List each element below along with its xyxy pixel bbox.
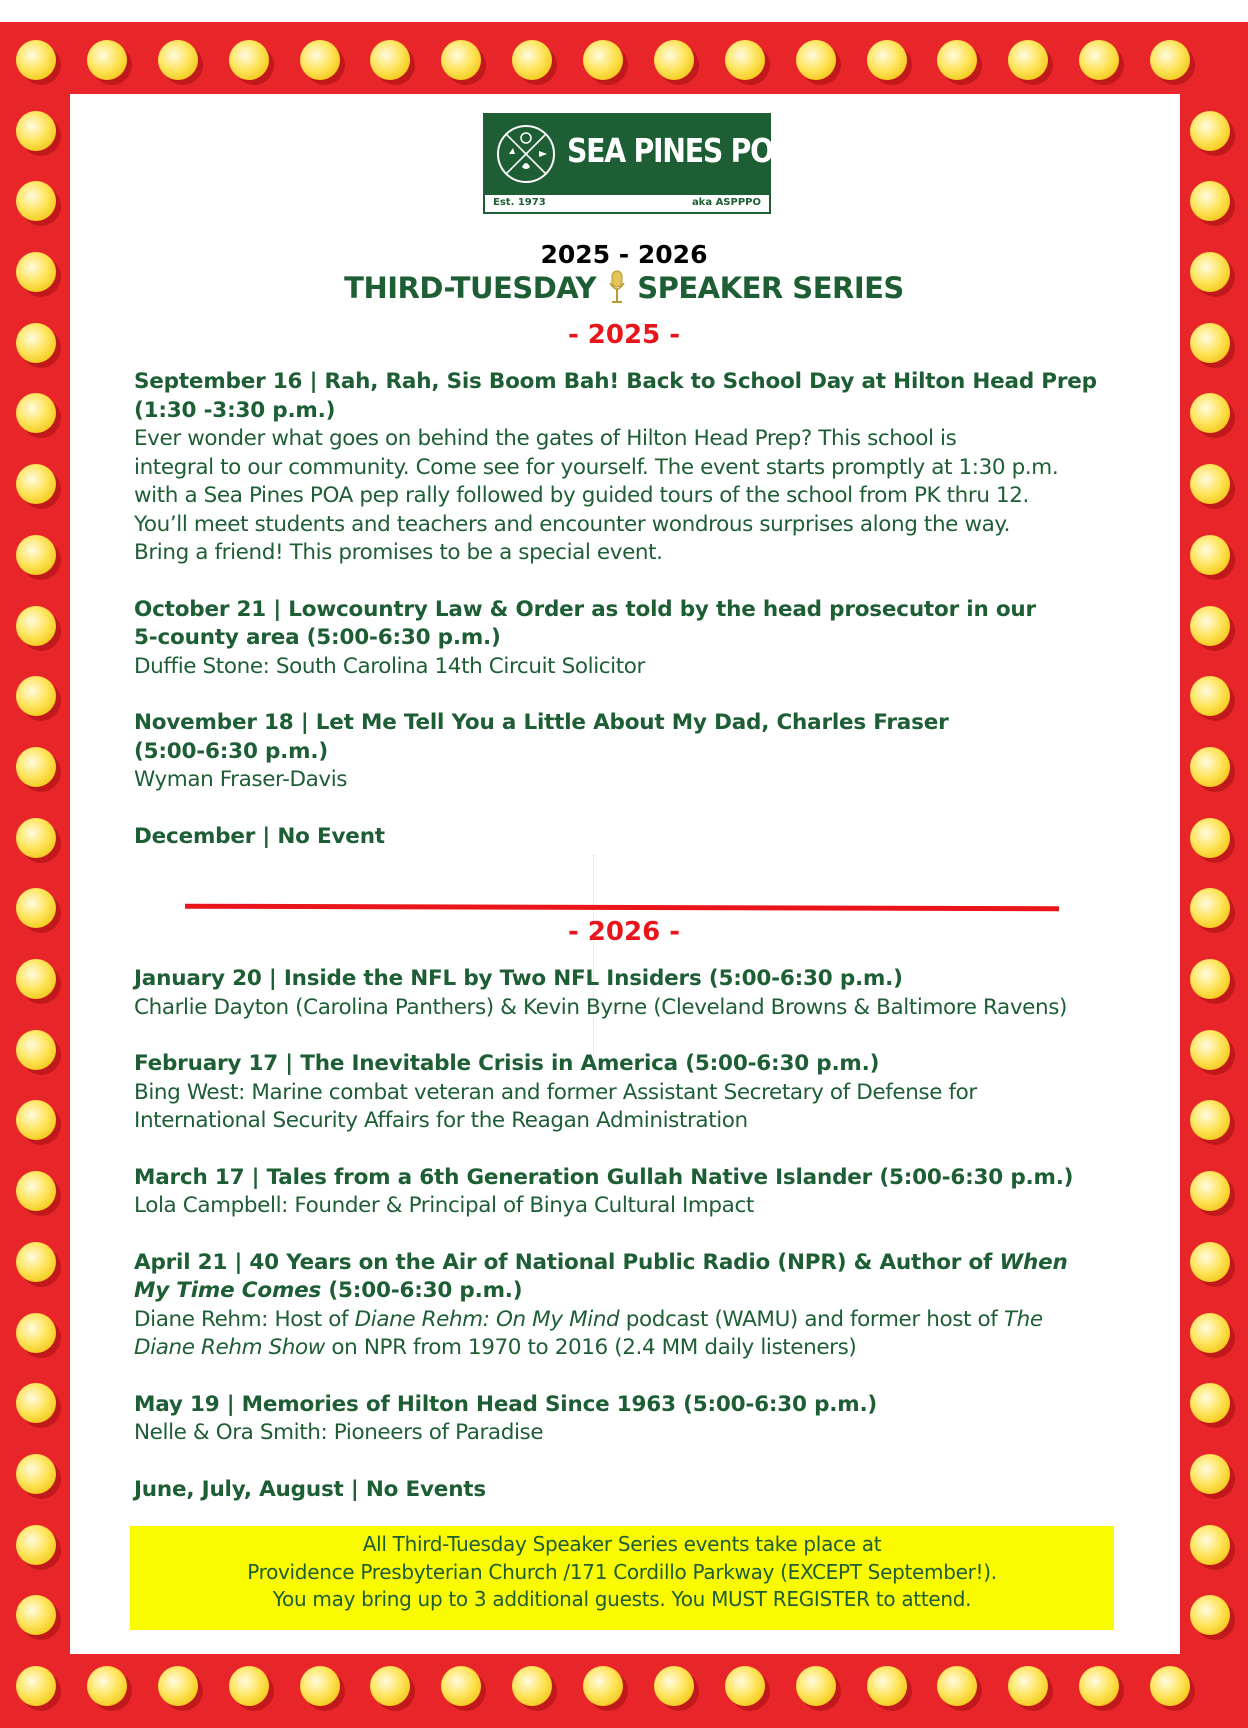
light-bulb (1190, 676, 1230, 716)
logo-band (485, 115, 793, 195)
event-title: April 21 | 40 Years on the Air of National Public Radio (NPR) & Author of When My Time Comes (5:00-6:30 p.m.) (134, 1249, 1068, 1303)
light-bulb (1190, 111, 1230, 151)
notice-line: You may bring up to 3 additional guests. You MUST REGISTER to attend. (272, 1587, 972, 1611)
light-bulb (16, 40, 56, 80)
event-title: October 21 | Lowcountry Law & Order as told by the head prosecutor in our 5-county area (5:00-6:30 p.m.) (134, 596, 1036, 650)
light-bulb (16, 1383, 56, 1423)
light-bulb (441, 40, 481, 80)
light-bulb (1190, 959, 1230, 999)
microphone-icon (609, 269, 625, 307)
light-bulb (1190, 1525, 1230, 1565)
light-bulb (16, 1666, 56, 1706)
event-item (134, 1164, 1124, 1221)
light-bulb (1150, 1666, 1190, 1706)
event-item (134, 1476, 1124, 1505)
event-description: Nelle & Ora Smith: Pioneers of Paradise (134, 1420, 544, 1445)
light-bulb (1190, 747, 1230, 787)
light-bulb (725, 40, 765, 80)
event-description: Wyman Fraser-Davis (134, 767, 348, 792)
light-bulb (1190, 606, 1230, 646)
notice-line: All Third-Tuesday Speaker Series events take place at (362, 1532, 882, 1556)
light-bulb (16, 464, 56, 504)
light-bulb (1190, 1030, 1230, 1070)
light-bulb (1008, 40, 1048, 80)
event-item (134, 709, 1124, 795)
event-description: Duffie Stone: South Carolina 14th Circuit Solicitor (134, 653, 645, 679)
light-bulb (512, 1666, 552, 1706)
logo-name: SEA PINES POA (567, 131, 793, 170)
light-bulb (1190, 535, 1230, 575)
light-bulb (1190, 1171, 1230, 1211)
light-bulb (1150, 40, 1190, 80)
light-bulb (87, 40, 127, 80)
light-bulb (1079, 1666, 1119, 1706)
light-bulb (300, 40, 340, 80)
event-title: November 18 | Let Me Tell You a Little About My Dad, Charles Fraser (5:00-6:30 p.m.) (134, 710, 949, 764)
light-bulb (229, 1666, 269, 1706)
light-bulb (16, 959, 56, 999)
event-description: Ever wonder what goes on behind the gates of Hilton Head Prep? This school is integral to our community. Come see for yourself. The event starts promptly at 1:30 p.m. with a Sea Pines POA pep rally followed by guided tours of the school from PK thru 12. You’ll meet students and teachers and encounter wondrous surprises along the way. Bring a friend! This promises to be a special event. (134, 426, 1059, 565)
light-bulb (229, 40, 269, 80)
year-heading-2025: - 2025 - (567, 320, 681, 350)
light-bulb (1190, 1313, 1230, 1353)
light-bulb (583, 1666, 623, 1706)
light-bulb (158, 1666, 198, 1706)
event-description: Charlie Dayton (Carolina Panthers) & Kevin Byrne (Cleveland Browns & Baltimore Ravens) (134, 994, 1067, 1020)
event-item-april (134, 1249, 1124, 1363)
event-item (134, 823, 1124, 852)
light-bulb (654, 40, 694, 80)
event-title: March 17 | Tales from a 6th Generation Gullah Native Islander (5:00-6:30 p.m.) (134, 1164, 1074, 1190)
event-item (134, 1050, 1124, 1136)
light-bulb (1190, 1242, 1230, 1282)
light-bulb (512, 40, 552, 80)
events-2026 (134, 965, 1124, 1532)
light-bulb (1190, 818, 1230, 858)
light-bulb (16, 1525, 56, 1565)
event-title: February 17 | The Inevitable Crisis in America (5:00-6:30 p.m.) (134, 1051, 880, 1076)
event-item (134, 368, 1124, 568)
event-item (134, 965, 1124, 1022)
event-description: Lola Campbell: Founder & Principal of Binya Cultural Impact (134, 1193, 754, 1218)
light-bulb (16, 1242, 56, 1282)
event-title: June, July, August | No Events (134, 1476, 486, 1502)
series-title (0, 269, 1248, 307)
light-bulb (441, 1666, 481, 1706)
light-bulb (16, 818, 56, 858)
event-item (134, 1391, 1124, 1448)
light-bulb (16, 606, 56, 646)
light-bulb (796, 40, 836, 80)
light-bulb (796, 1666, 836, 1706)
year-heading-2026: - 2026 - (567, 917, 681, 947)
light-bulb (583, 40, 623, 80)
notice-line: Providence Presbyterian Church /171 Cordillo Parkway (EXCEPT September!). (247, 1559, 997, 1584)
light-bulb (16, 1030, 56, 1070)
event-title: May 19 | Memories of Hilton Head Since 1963 (5:00-6:30 p.m.) (134, 1391, 878, 1417)
light-bulb (654, 1666, 694, 1706)
logo-est: Est. 1973 (493, 197, 546, 208)
light-bulb (16, 747, 56, 787)
logo-footer (485, 195, 769, 212)
events-2025 (134, 368, 1124, 879)
light-bulb (300, 1666, 340, 1706)
event-description: Diane Rehm: Host of Diane Rehm: On My Mind podcast (WAMU) and former host of The Diane Rehm Show on NPR from 1970 to 2016 (2.4 MM daily listeners) (134, 1306, 1043, 1360)
event-item (134, 596, 1124, 682)
light-bulb (16, 1171, 56, 1211)
light-bulb (1079, 40, 1119, 80)
venue-notice (130, 1526, 1114, 1630)
event-title: September 16 | Rah, Rah, Sis Boom Bah! Back to School Day at Hilton Head Prep (1:30 -3:30 p.m.) (134, 369, 1097, 423)
light-bulb (16, 111, 56, 151)
sea-pines-logo (483, 113, 793, 214)
light-bulb (867, 40, 907, 80)
light-bulb (16, 1313, 56, 1353)
event-title: December | No Event (134, 823, 385, 849)
light-bulb (1190, 1454, 1230, 1494)
light-bulb (158, 40, 198, 80)
event-title: January 20 | Inside the NFL by Two NFL Insiders (5:00-6:30 p.m.) (134, 966, 903, 991)
light-bulb (1008, 1666, 1048, 1706)
light-bulb (1190, 464, 1230, 504)
series-title-right: SPEAKER SERIES (637, 271, 904, 305)
light-bulb (867, 1666, 907, 1706)
light-bulb (16, 1454, 56, 1494)
logo-aka: aka ASPPPO (691, 197, 761, 208)
light-bulb (16, 535, 56, 575)
event-description: Bing West: Marine combat veteran and former Assistant Secretary of Defense for International Security Affairs for the Reagan Administration (134, 1079, 977, 1133)
light-bulb (87, 1666, 127, 1706)
light-bulb (725, 1666, 765, 1706)
light-bulb (1190, 1383, 1230, 1423)
series-title-left: THIRD-TUESDAY (344, 271, 596, 305)
light-bulb (16, 676, 56, 716)
season-years: 2025 - 2026 (540, 240, 708, 269)
logo-seal-icon (495, 123, 557, 185)
